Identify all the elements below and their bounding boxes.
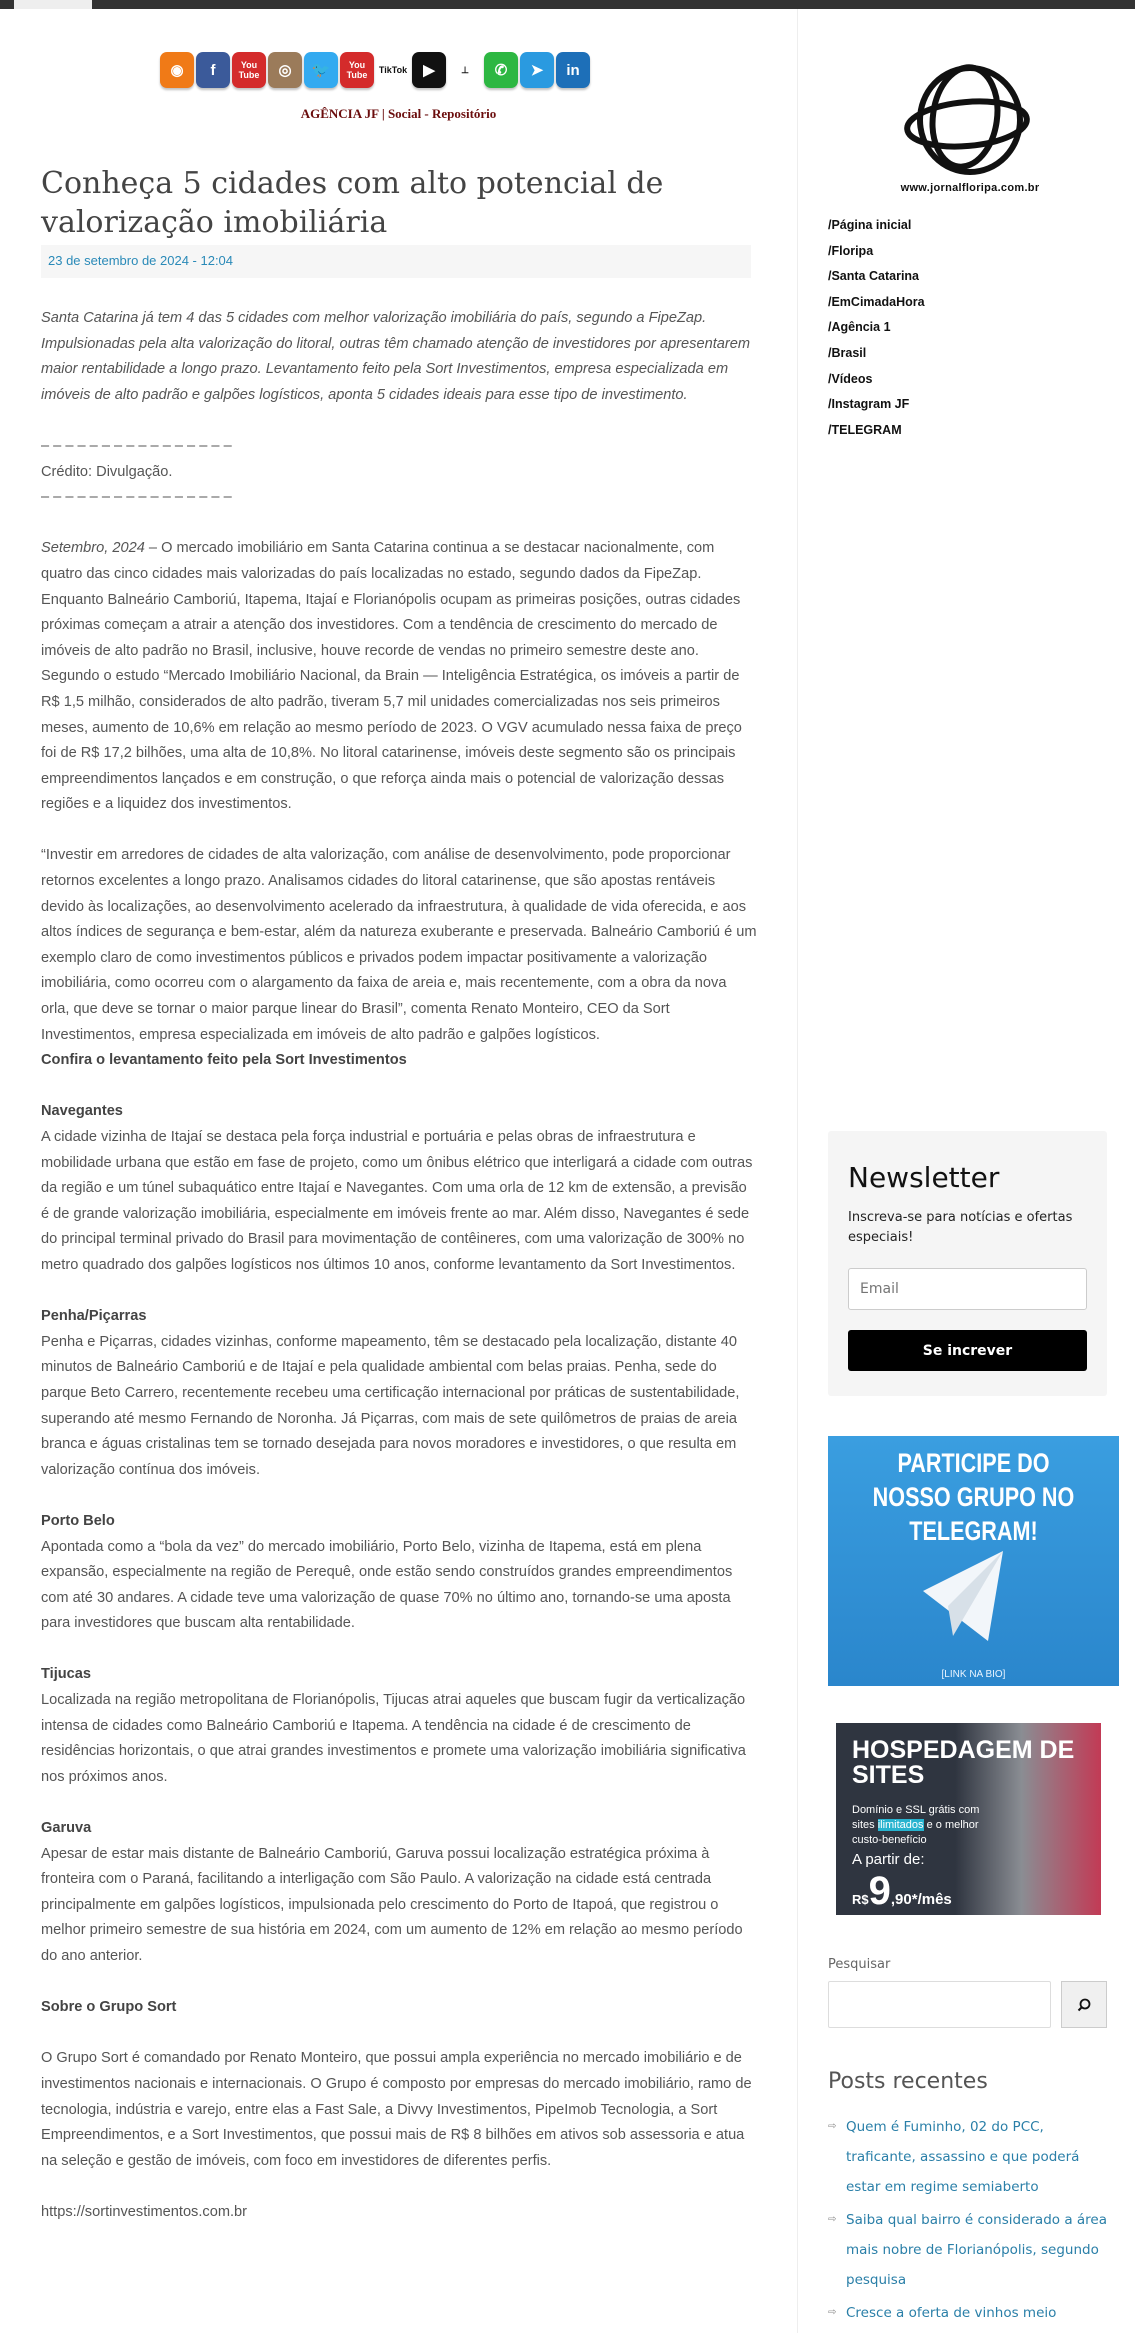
subscribe-button[interactable]: Se increver	[848, 1330, 1087, 1371]
source-link[interactable]: https://sortinvestimentos.com.br	[41, 2203, 248, 2220]
telegram-banner[interactable]	[828, 1436, 1119, 1686]
city-text: Apontada como a “bola da vez” do mercado imobiliário, Porto Belo, vizinha de Itapema, está em plena expansão, especialmente na região de Perequê, onde estão sendo construídos grandes empreendimentos com até 30 andares. A cidade teve uma valorização de quase 70% no último ano, tornando-se uma aposta para investidores que buscam alta rentabilidade.	[41, 1538, 733, 1632]
globe-logo-icon	[895, 62, 1045, 182]
city-heading: Tijucas	[41, 1666, 92, 1683]
search-label: Pesquisar	[828, 1957, 891, 1972]
article-body	[41, 306, 757, 2251]
city-heading: Penha/Piçarras	[41, 1308, 147, 1325]
hosting-price: R$9,90*/mês	[852, 1869, 952, 1913]
city-heading: Garuva	[41, 1820, 92, 1837]
recent-post-link[interactable]: ⇨ Cresce a oferta de vinhos meio	[828, 2298, 1108, 2328]
city-section	[41, 1662, 757, 1790]
lead-date: Setembro, 2024	[41, 540, 145, 557]
recent-post-link[interactable]: ⇨ Saiba qual bairro é considerado a área mais nobre de Florianópolis, segundo pesquisa	[828, 2205, 1108, 2295]
telegram-icon[interactable]: ➤	[520, 52, 554, 88]
agencia-link[interactable]: AGÊNCIA JF | Social - Repositório	[300, 106, 497, 121]
city-section	[41, 1509, 757, 1637]
sidebar-nav-item[interactable]: /Floripa	[828, 243, 874, 258]
divider: – – – – – – – – – – – – – – – –	[41, 437, 232, 454]
sidebar-nav-item[interactable]: /Instagram JF	[828, 397, 910, 412]
sidebar-nav-item[interactable]: /Página inicial	[828, 218, 912, 232]
facebook-icon[interactable]: f	[196, 52, 230, 88]
whatsapp-icon[interactable]: ✆	[484, 52, 518, 88]
image-credit: Crédito: Divulgação.	[41, 463, 173, 480]
hosting-banner[interactable]	[836, 1723, 1101, 1915]
city-text: Localizada na região metropolitana de Florianópolis, Tijucas atrai aqueles que buscam fugir da verticalização intensa de cidades como Balneário Camboriú e Itapema. A tendência na cidade é de crescimento de residências horizontais, o que atrai grandes investimentos e promete uma valorização imobiliária significativa nos próximos anos.	[41, 1692, 746, 1785]
city-text: A cidade vizinha de Itajaí se destaca pela força industrial e portuária e pelas obras de infraestrutura e mobilidade urbana que estão em fase de projeto, como um ônibus elétrico que interligará a cidade com outras da região e um túnel subaquático entre Itajaí e Navegantes. Com uma orla de 12 km de extensão, a previsão é de grande valorização imobiliária, especialmente em imóveis frente ao mar. Além disso, Navegantes é sede do principal terminal privado do Brasil para movimentação de contêineres, com uma valorização de 300% no metro quadrado dos galpões logísticos nos últimos 10 anos, conforme levantamento da Sort Investimentos.	[41, 1129, 753, 1273]
page-title: Conheça 5 cidades com alto potencial de valorização imobiliária	[41, 166, 664, 240]
city-heading: Porto Belo	[41, 1512, 115, 1529]
sidebar-nav-item[interactable]: /Agência 1	[828, 320, 891, 335]
youtube-icon[interactable]: You Tube	[232, 52, 266, 88]
sidebar-nav-item[interactable]: /TELEGRAM	[828, 422, 902, 437]
top-tab[interactable]	[14, 0, 92, 9]
sidebar-nav-item[interactable]: /Santa Catarina	[828, 269, 920, 284]
sidebar-nav-item[interactable]: /Brasil	[828, 345, 867, 360]
city-text: Apesar de estar mais distante de Balneário Camboriú, Garuva possui localização estratégica próxima à fronteira com o Paraná, facilitando a interligação com São Paulo. A valorização na cidade está centrada principalmente em galpões logísticos, impulsionada pelo crescimento do Porto de Itapoá, que registrou o melhor primeiro semestre de sua história em 2024, com um aumento de 12% em relação ao mesmo período do ano anterior.	[41, 1845, 743, 1964]
city-section	[41, 1099, 757, 1278]
about-paragraph: O Grupo Sort é comandado por Renato Monteiro, que possui ampla experiência no mercado imobiliário e de investimentos nacionais e internacionais. O Grupo é composto por empresas do mercado imobiliário, ramo de tecnologia, indústria e varejo, entre elas a Fast Sale, a Divvy Investimentos, PipeImob Tecnologia, a Sort Empreendimentos, e a Sort Investimentos, que possui mais de R$ 8 bilhões em ativos sob assessoria e atua na seleção e gestão de imóveis, com foco em investidores de diferentes perfis.	[41, 2050, 752, 2169]
paper-plane-icon	[923, 1551, 1013, 1646]
recent-posts-title: Posts recentes	[828, 2069, 988, 2094]
newsletter-widget	[828, 1131, 1107, 1396]
arrow-right-icon: ⇨	[828, 2307, 837, 2318]
telegram-banner-bio: [LINK NA BIO]	[941, 1669, 1006, 1680]
city-text: Penha e Piçarras, cidades vizinhas, conforme mapeamento, têm se destacado pela localização, distante 40 minutos de Balneário Camboriú e de Itajaí e pela qualidade ambiental com belas praias. Penha, sede do parque Beto Carrero, recentemente recebeu uma certificação internacional por práticas de sustentabilidade, superando até mesmo Fernando de Noronha. Já Piçarras, com mais de sete quilômetros de praias de areia branca e águas cristalinas tem se tornado desejada para novos moradores e investidores, o que resulta em valorização contínua dos imóveis.	[41, 1333, 740, 1478]
city-section	[41, 1304, 757, 1483]
article-intro: Santa Catarina já tem 4 das 5 cidades com melhor valorização imobiliária do país, segundo a FipeZap. Impulsionadas pela alta valorização do litoral, outras têm chamado atenção de investidores por apresentarem maior rentabilidade a longo prazo. Levantamento feito pela Sort Investimentos, empresa especializada em imóveis de alto padrão e galpões logísticos, aponta 5 cidades ideais para esse tipo de investimento.	[41, 310, 751, 403]
social-icons	[160, 52, 590, 88]
section-heading: Confira o levantamento feito pela Sort Investimentos	[41, 1052, 407, 1069]
top-bar	[0, 0, 1135, 9]
quote-paragraph: “Investir em arredores de cidades de alta valorização, com análise de desenvolvimento, pode proporcionar retornos excelentes a longo prazo. Analisamos cidades do litoral catarinense, que são apostas rentáveis devido às localizações, ao desenvolvimento acelerado da infraestrutura, à qualidade de vida oferecida, e aos altos índices de segurança e bem-estar, além da natureza exuberante e preservada. Balneário Camboriú é um exemplo claro de como investimentos públicos e privados podem impactar positivamente a valorização imobiliária, como ocorreu com o alargamento da faixa de areia e, mais recentemente, com a obra da nova orla, que deve se tornar o maior parque linear do Brasil”, comenta Renato Monteiro, CEO da Sort Investimentos, empresa especializada em imóveis de alto padrão e galpões logísticos.	[41, 847, 757, 1043]
arrow-right-icon: ⇨	[828, 2214, 837, 2225]
hosting-title: HOSPEDAGEM DE SITES	[852, 1736, 1075, 1789]
recent-posts-list	[828, 2112, 1108, 2331]
city-heading: Navegantes	[41, 1103, 123, 1120]
email-field[interactable]	[848, 1268, 1087, 1310]
sitemap-icon[interactable]: ⊥	[448, 52, 482, 88]
rss-icon[interactable]: ◉	[160, 52, 194, 88]
hosting-desc: Domínio e SSL grátis com sites ilimitados e o melhor custo-benefício	[852, 1804, 980, 1846]
search-input[interactable]	[828, 1981, 1051, 2028]
video-play-icon[interactable]: ▶	[412, 52, 446, 88]
sidebar-nav-item[interactable]: /Vídeos	[828, 371, 873, 386]
post-date[interactable]: 23 de setembro de 2024 - 12:04	[48, 253, 234, 268]
youtube-icon[interactable]: You Tube	[340, 52, 374, 88]
twitter-icon[interactable]: 🐦	[304, 52, 338, 88]
paragraph	[41, 536, 757, 818]
paragraph-text: – O mercado imobiliário em Santa Catarina continua a se destacar nacionalmente, com quatro das cinco cidades mais valorizadas do país localizadas no estado, segundo dados da FipeZap. Enquanto Balneário Camboriú, Itapema, Itajaí e Florianópolis ocupam as primeiras posições, outras cidades próximas começam a atrair a atenção dos investidores. Com a tendência de crescimento do mercado de imóveis de alto padrão no Brasil, inclusive, houve recorde de vendas no primeiro semestre deste ano. Segundo o estudo “Mercado Imobiliário Nacional, da Brain — Inteligência Estratégica, os imóveis a partir de R$ 1,5 milhão, considerados de alto padrão, tiveram 5,7 mil unidades comercializadas nos seis primeiros meses, aumento de 10,6% em relação ao mesmo período de 2023. O VGV acumulado nessa faixa de preço foi de R$ 17,2 bilhões, uma alta de 10,8%. No litoral catarinense, imóveis deste segmento são os principais empreendimentos lançados e em construção, o que reforça ainda mais o potencial de valorização dessas regiões e a liquidez dos investimentos.	[41, 540, 742, 813]
city-section	[41, 1816, 757, 1970]
arrow-right-icon: ⇨	[828, 2121, 837, 2132]
sidebar-nav-item[interactable]: /EmCimadaHora	[828, 294, 925, 309]
search-icon	[1077, 1998, 1091, 2012]
recent-post-link[interactable]: ⇨ Quem é Fuminho, 02 do PCC, traficante, assassino e que poderá estar em regime semiaberto	[828, 2112, 1108, 2202]
instagram-icon[interactable]: ◎	[268, 52, 302, 88]
divider: – – – – – – – – – – – – – – – –	[41, 489, 232, 506]
sidebar-nav	[828, 215, 925, 445]
logo-url: www.jornalfloripa.com.br	[900, 182, 1040, 194]
tiktok-icon[interactable]: TikTok	[376, 52, 410, 88]
about-heading: Sobre o Grupo Sort	[41, 1999, 177, 2016]
hosting-from: A partir de:	[852, 1851, 925, 1868]
newsletter-title: Newsletter	[848, 1161, 1000, 1194]
search-button[interactable]	[1061, 1981, 1107, 2028]
site-logo[interactable]	[895, 62, 1045, 202]
telegram-banner-title: PARTICIPE DO NOSSO GRUPO NO TELEGRAM!	[872, 1448, 1075, 1546]
newsletter-text: Inscreva-se para notícias e ofertas especiais!	[848, 1210, 1073, 1245]
column-divider	[797, 9, 798, 2333]
post-date-bar	[41, 245, 751, 278]
linkedin-icon[interactable]: in	[556, 52, 590, 88]
